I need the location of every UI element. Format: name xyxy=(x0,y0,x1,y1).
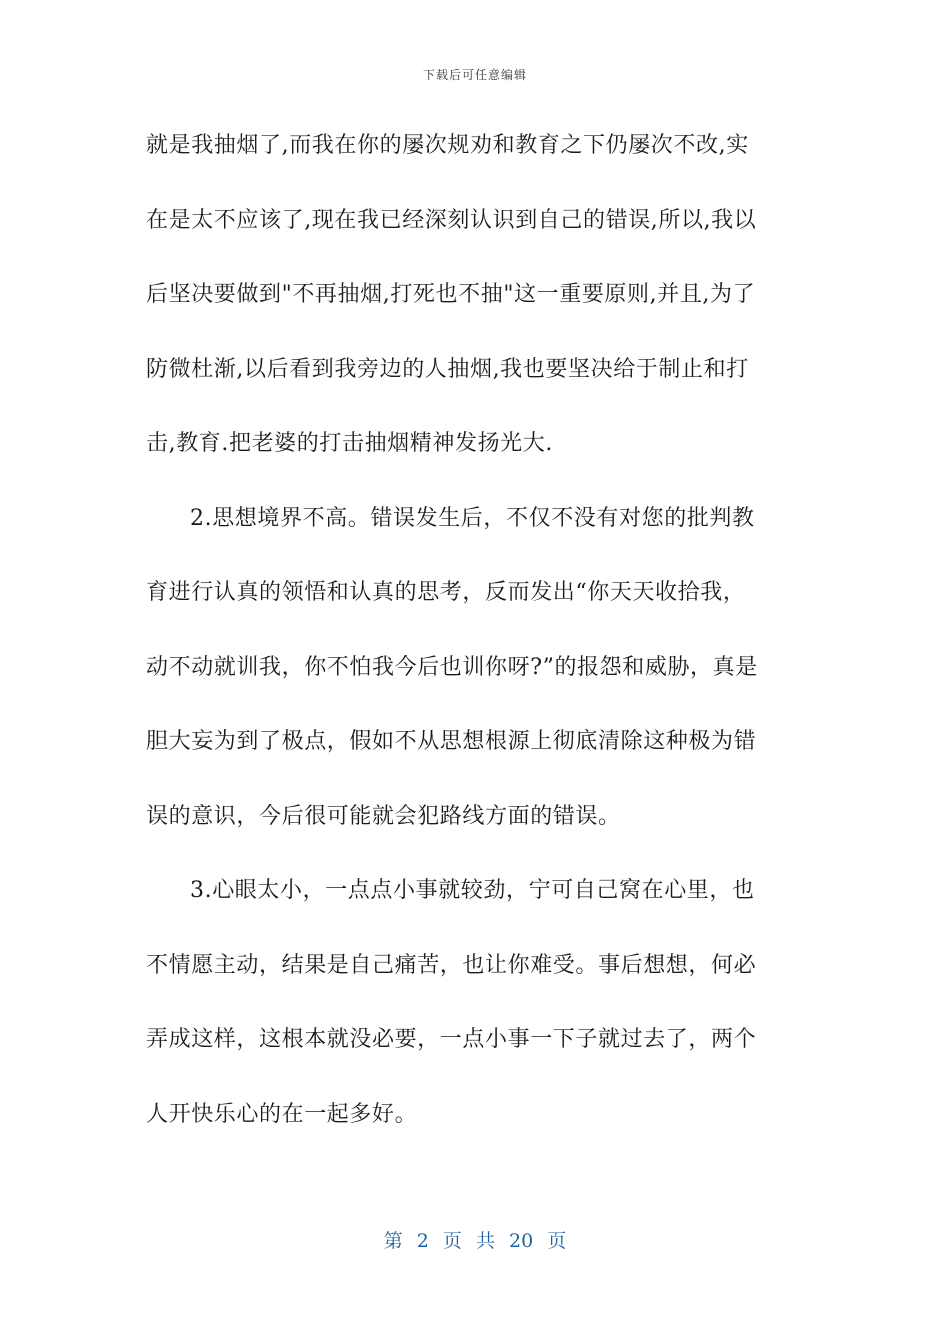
text-line: 动不动就训我，你不怕我今后也训你呀?”的报怨和威胁，真是 xyxy=(146,654,758,680)
text-line: 在是太不应该了,现在我已经深刻认识到自己的错误,所以,我以 xyxy=(146,207,757,233)
text-line: 人开快乐心的在一起多好。 xyxy=(146,1101,418,1127)
text-line: 胆大妄为到了极点，假如不从思想根源上彻底清除这种极为错 xyxy=(146,729,757,754)
text-line: 后坚决要做到"不再抽烟,打死也不抽"这一重要原则,并且,为了 xyxy=(146,282,756,307)
page-number-footer: 第 2 页 共 20 页 xyxy=(383,1230,567,1252)
document-body xyxy=(146,124,806,1167)
text-line: 不情愿主动，结果是自己痛苦，也让你难受。事后想想，何必 xyxy=(146,952,757,978)
text-line: 弄成这样，这根本就没必要，一点小事一下子就过去了，两个 xyxy=(146,1027,757,1052)
page-header: 下载后可任意编辑 xyxy=(422,68,527,82)
paragraph-start-line: 2.思想境界不高。错误发生后，不仅不没有对您的批判教 xyxy=(190,505,755,531)
text-line: 育进行认真的领悟和认真的思考，反而发出“你天天收拾我， xyxy=(146,580,746,605)
text-line: 误的意识，今后很可能就会犯路线方面的错误。 xyxy=(146,803,621,829)
text-line: 击,教育.把老婆的打击抽烟精神发扬光大. xyxy=(146,431,553,456)
paragraph-start-line: 3.心眼太小，一点点小事就较劲，宁可自己窝在心里，也 xyxy=(190,878,755,903)
text-line: 防微杜渐,以后看到我旁边的人抽烟,我也要坚决给于制止和打 xyxy=(146,356,749,382)
text-line: 就是我抽烟了,而我在你的屡次规劝和教育之下仍屡次不改,实 xyxy=(146,133,749,158)
